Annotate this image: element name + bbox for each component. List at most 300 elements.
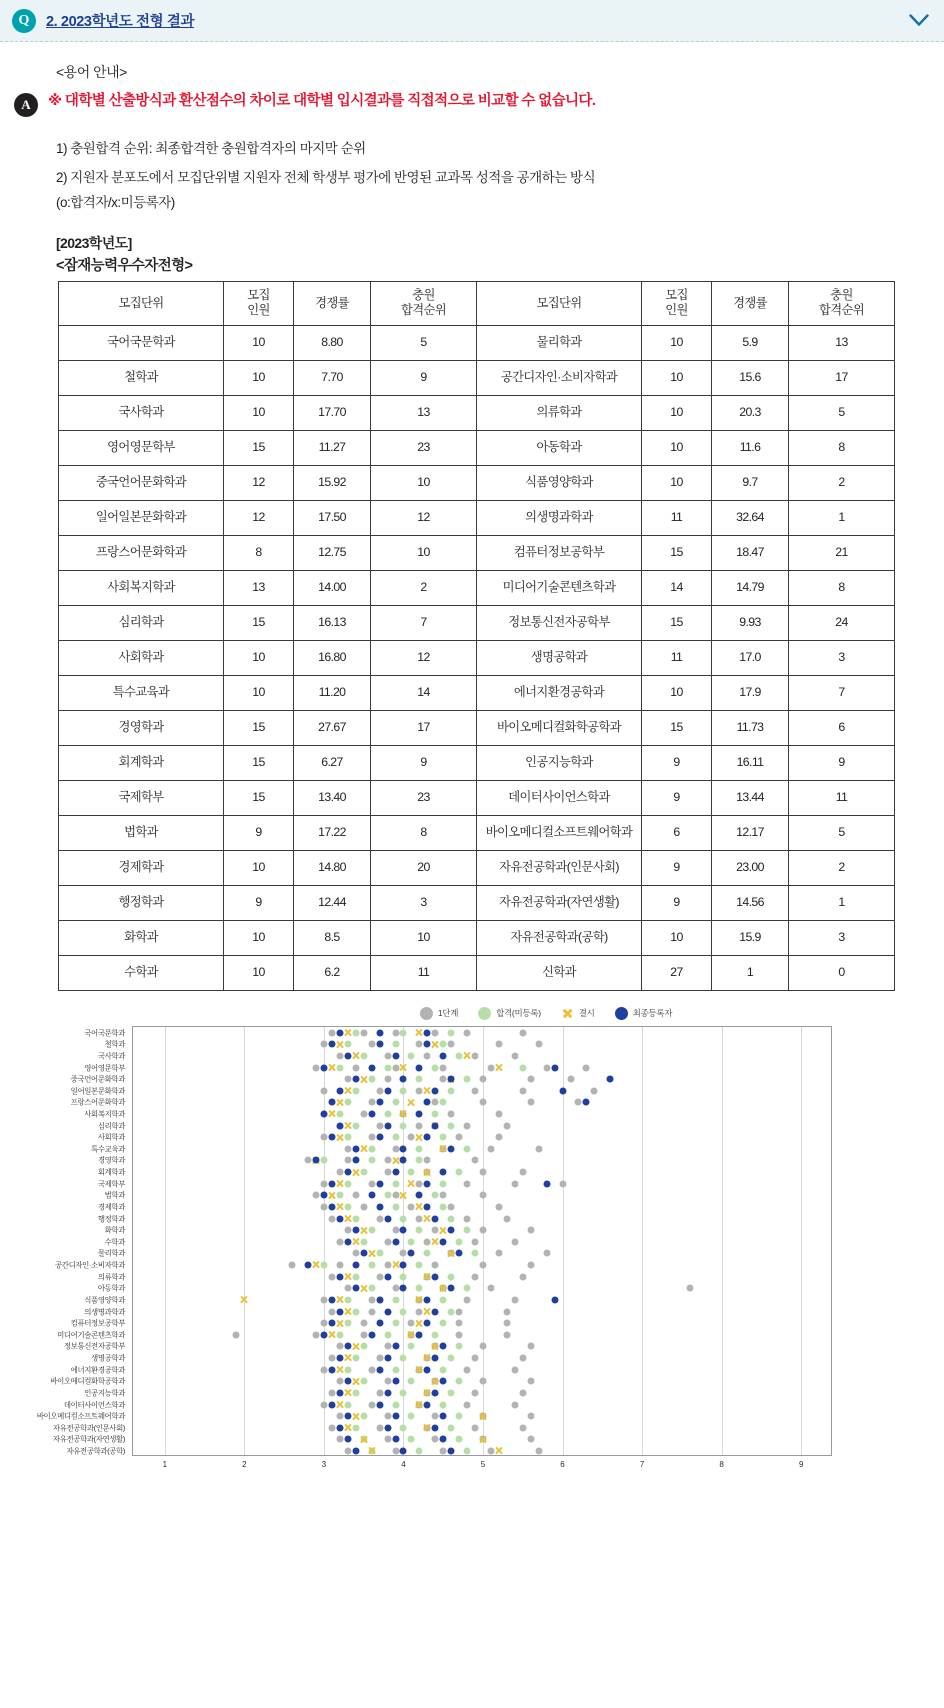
chart-point-absent-x-icon xyxy=(423,1423,432,1432)
cell-right-ratio: 13.44 xyxy=(712,780,789,815)
chart-point-absent-x-icon xyxy=(367,1447,376,1456)
cell-left-ratio: 6.2 xyxy=(294,955,371,990)
chart-point-passed-unregistered xyxy=(360,1413,367,1420)
chart-point-stage1 xyxy=(392,1064,399,1071)
table-row xyxy=(59,605,895,640)
chart-point-passed-unregistered xyxy=(352,1087,359,1094)
chart-point-stage1 xyxy=(487,1145,494,1152)
chart-point-final-registered xyxy=(305,1262,312,1269)
chart-point-absent-x-icon xyxy=(431,1040,440,1049)
chart-point-stage1 xyxy=(392,1227,399,1234)
chart-point-stage1 xyxy=(503,1122,510,1129)
y-axis-category-label: 자유전공학과(인문사회) xyxy=(52,1423,125,1433)
chart-point-passed-unregistered xyxy=(448,1087,455,1094)
chart-point-stage1 xyxy=(464,1215,471,1222)
chart-point-passed-unregistered xyxy=(384,1111,391,1118)
cell-left-rank: 17 xyxy=(371,710,477,745)
cell-left-unit: 사회학과 xyxy=(59,640,224,675)
chart-point-passed-unregistered xyxy=(352,1424,359,1431)
chart-point-stage1 xyxy=(384,1378,391,1385)
chart-point-absent-x-icon xyxy=(423,1272,432,1281)
cell-right-unit: 의생명과학과 xyxy=(477,500,642,535)
chart-point-final-registered xyxy=(424,1041,431,1048)
chart-point-passed-unregistered xyxy=(344,1180,351,1187)
y-axis-category-label: 경영학과 xyxy=(97,1155,125,1165)
chart-point-stage1 xyxy=(328,1029,335,1036)
th-left-quota xyxy=(224,281,294,325)
chart-point-final-registered xyxy=(424,1401,431,1408)
chart-point-stage1 xyxy=(543,1064,550,1071)
chart-point-stage1 xyxy=(336,1169,343,1176)
y-axis-category-label: 행정학과 xyxy=(97,1214,125,1224)
chart-point-stage1 xyxy=(511,1238,518,1245)
chart-point-final-registered xyxy=(312,1157,319,1164)
chart-point-absent-x-icon xyxy=(359,1144,368,1153)
cell-left-ratio: 15.92 xyxy=(294,465,371,500)
y-axis-category-label: 의류학과 xyxy=(97,1272,125,1282)
cell-right-ratio: 5.9 xyxy=(712,325,789,360)
cell-left-rank: 2 xyxy=(371,570,477,605)
cell-right-quota: 9 xyxy=(642,885,712,920)
chart-point-passed-unregistered xyxy=(344,1296,351,1303)
cell-right-quota: 9 xyxy=(642,850,712,885)
chart-point-final-registered xyxy=(352,1448,359,1455)
chart-point-stage1 xyxy=(368,1366,375,1373)
chart-point-stage1 xyxy=(464,1122,471,1129)
table-row xyxy=(59,920,895,955)
chart-point-stage1 xyxy=(480,1378,487,1385)
y-axis-category-label: 인공지능학과 xyxy=(84,1388,125,1398)
chart-point-absent-x-icon xyxy=(359,1284,368,1293)
chart-point-stage1 xyxy=(416,1087,423,1094)
chart-legend xyxy=(134,1007,944,1020)
question-header[interactable] xyxy=(0,0,944,42)
y-axis-category-label: 아동학과 xyxy=(97,1283,125,1293)
chart-point-absent-x-icon xyxy=(479,1412,488,1421)
chart-point-stage1 xyxy=(368,1180,375,1187)
chart-point-absent-x-icon xyxy=(335,1179,344,1188)
chart-point-passed-unregistered xyxy=(456,1436,463,1443)
note-item-2: 2) 지원자 분포도에서 모집단위별 지원자 전체 학생부 평가에 반영된 교과목 성적을 공개하는 방식 xyxy=(56,169,596,185)
chart-point-stage1 xyxy=(511,1366,518,1373)
chart-point-final-registered xyxy=(424,1366,431,1373)
chart-point-passed-unregistered xyxy=(400,1122,407,1129)
cell-left-quota: 12 xyxy=(224,500,294,535)
y-axis-category-label: 물리학과 xyxy=(97,1248,125,1258)
chart-point-passed-unregistered xyxy=(368,1227,375,1234)
chart-point-stage1 xyxy=(472,1355,479,1362)
chart-point-stage1 xyxy=(376,1424,383,1431)
cell-right-quota: 10 xyxy=(642,920,712,955)
answer-badge: A xyxy=(14,93,38,117)
chart-point-passed-unregistered xyxy=(352,1029,359,1036)
chart-point-stage1 xyxy=(495,1111,502,1118)
chart-point-stage1 xyxy=(384,1413,391,1420)
cell-right-quota: 10 xyxy=(642,675,712,710)
chart-point-absent-x-icon xyxy=(335,1098,344,1107)
x-axis-tick: 6 xyxy=(560,1459,565,1469)
x-axis-tick: 9 xyxy=(798,1459,804,1469)
cell-left-unit: 영어영문학부 xyxy=(59,430,224,465)
y-axis-category-label: 심리학과 xyxy=(97,1121,125,1131)
cell-right-ratio: 1 xyxy=(712,955,789,990)
chart-point-stage1 xyxy=(312,1064,319,1071)
chart-point-passed-unregistered xyxy=(416,1076,423,1083)
cell-right-quota: 10 xyxy=(642,360,712,395)
chart-point-final-registered xyxy=(416,1192,423,1199)
chart-point-stage1 xyxy=(336,1436,343,1443)
cell-left-unit: 회계학과 xyxy=(59,745,224,780)
y-axis-category-label: 공간디자인·소비자학과 xyxy=(54,1260,125,1270)
cell-right-unit: 인공지능학과 xyxy=(477,745,642,780)
chart-point-stage1 xyxy=(487,1285,494,1292)
cell-left-rank: 10 xyxy=(371,920,477,955)
y-axis-category-label: 일어일본문화학과 xyxy=(70,1086,125,1096)
chart-point-absent-x-icon xyxy=(423,1354,432,1363)
chart-point-stage1 xyxy=(583,1064,590,1071)
chart-point-passed-unregistered xyxy=(344,1320,351,1327)
cell-left-unit: 철학과 xyxy=(59,360,224,395)
chart-point-passed-unregistered xyxy=(352,1389,359,1396)
table-row xyxy=(59,360,895,395)
chart-point-stage1 xyxy=(424,1157,431,1164)
chart-point-final-registered xyxy=(384,1355,391,1362)
chart-point-stage1 xyxy=(408,1320,415,1327)
chart-point-stage1 xyxy=(511,1052,518,1059)
chart-point-passed-unregistered xyxy=(392,1296,399,1303)
chart-point-stage1 xyxy=(495,1250,502,1257)
chart-point-final-registered xyxy=(559,1087,566,1094)
chart-point-passed-unregistered xyxy=(464,1227,471,1234)
y-axis-category-label: 국제학부 xyxy=(97,1179,125,1189)
table-body xyxy=(59,325,895,990)
cell-right-quota: 11 xyxy=(642,640,712,675)
chart-point-passed-unregistered xyxy=(336,1111,343,1118)
chart-point-stage1 xyxy=(464,1029,471,1036)
y-axis-category-label: 사회복지학과 xyxy=(84,1109,125,1119)
y-axis-category-label: 수학과 xyxy=(104,1237,125,1247)
cell-left-rank: 9 xyxy=(371,745,477,780)
x-axis-tick: 5 xyxy=(480,1459,486,1469)
cell-right-rank: 0 xyxy=(789,955,895,990)
chart-point-final-registered xyxy=(352,1262,359,1269)
chart-point-final-registered xyxy=(400,1448,407,1455)
chart-point-passed-unregistered xyxy=(456,1343,463,1350)
chart-point-absent-x-icon xyxy=(351,1342,360,1351)
x-axis-tick: 1 xyxy=(162,1459,168,1469)
chart-point-final-registered xyxy=(328,1401,335,1408)
chart-point-stage1 xyxy=(376,1355,383,1362)
chart-point-stage1 xyxy=(320,1041,327,1048)
chart-point-final-registered xyxy=(376,1029,383,1036)
chart-point-absent-x-icon xyxy=(423,1168,432,1177)
legend-dot-icon xyxy=(420,1007,433,1020)
chart-point-stage1 xyxy=(432,1262,439,1269)
chart-point-final-registered xyxy=(336,1273,343,1280)
cell-right-rank: 1 xyxy=(789,885,895,920)
chart-point-final-registered xyxy=(376,1134,383,1141)
chart-point-stage1 xyxy=(376,1389,383,1396)
chart-point-stage1 xyxy=(328,1273,335,1280)
chart-point-final-registered xyxy=(376,1296,383,1303)
chart-point-passed-unregistered xyxy=(448,1355,455,1362)
cell-right-unit: 컴퓨터정보공학부 xyxy=(477,535,642,570)
y-axis-category-label: 에너지환경공학과 xyxy=(70,1365,125,1375)
chart-point-stage1 xyxy=(384,1436,391,1443)
cell-left-ratio: 7.70 xyxy=(294,360,371,395)
chart-point-stage1 xyxy=(686,1285,693,1292)
chart-point-final-registered xyxy=(376,1320,383,1327)
chart-point-passed-unregistered xyxy=(448,1273,455,1280)
chart-point-final-registered xyxy=(543,1180,550,1187)
cell-left-rank: 13 xyxy=(371,395,477,430)
chart-point-passed-unregistered xyxy=(456,1413,463,1420)
chart-point-passed-unregistered xyxy=(392,1366,399,1373)
chart-point-stage1 xyxy=(503,1308,510,1315)
chart-point-passed-unregistered xyxy=(376,1250,383,1257)
chart-point-stage1 xyxy=(384,1343,391,1350)
chart-point-passed-unregistered xyxy=(456,1052,463,1059)
chart-point-final-registered xyxy=(440,1378,447,1385)
chart-point-stage1 xyxy=(519,1355,526,1362)
chart-point-final-registered xyxy=(384,1215,391,1222)
chart-point-stage1 xyxy=(392,1029,399,1036)
table-row xyxy=(59,395,895,430)
chart-point-absent-x-icon xyxy=(479,1435,488,1444)
chart-point-stage1 xyxy=(360,1029,367,1036)
cell-left-ratio: 14.00 xyxy=(294,570,371,605)
cell-right-unit: 생명공학과 xyxy=(477,640,642,675)
table-row xyxy=(59,325,895,360)
chart-point-final-registered xyxy=(344,1238,351,1245)
cell-right-rank: 2 xyxy=(789,465,895,500)
cell-right-unit: 신학과 xyxy=(477,955,642,990)
chart-point-stage1 xyxy=(344,1285,351,1292)
chart-point-stage1 xyxy=(495,1203,502,1210)
th-left-ratio: 경쟁률 xyxy=(294,281,371,325)
chart-point-final-registered xyxy=(400,1262,407,1269)
table-row xyxy=(59,955,895,990)
chart-point-absent-x-icon xyxy=(327,1330,336,1339)
chart-point-absent-x-icon xyxy=(439,1284,448,1293)
chart-point-absent-x-icon xyxy=(399,1063,408,1072)
chart-point-stage1 xyxy=(360,1331,367,1338)
chart-point-final-registered xyxy=(328,1366,335,1373)
table-row xyxy=(59,535,895,570)
chart-point-final-registered xyxy=(328,1296,335,1303)
chart-point-final-registered xyxy=(352,1076,359,1083)
x-axis-tick: 8 xyxy=(719,1459,724,1469)
chart-point-passed-unregistered xyxy=(320,1262,327,1269)
cell-right-rank: 5 xyxy=(789,815,895,850)
chart-point-passed-unregistered xyxy=(400,1273,407,1280)
chart-point-absent-x-icon xyxy=(431,1342,440,1351)
chart-point-absent-x-icon xyxy=(407,1330,416,1339)
answer-body xyxy=(0,42,944,1498)
cell-left-rank: 10 xyxy=(371,465,477,500)
chart-point-stage1 xyxy=(448,1041,455,1048)
chart-point-final-registered xyxy=(583,1099,590,1106)
chart-point-stage1 xyxy=(519,1389,526,1396)
table-row xyxy=(59,465,895,500)
chart-point-stage1 xyxy=(440,1076,447,1083)
chart-point-passed-unregistered xyxy=(400,1424,407,1431)
cell-left-quota: 9 xyxy=(224,815,294,850)
chart-point-passed-unregistered xyxy=(392,1180,399,1187)
chart-point-stage1 xyxy=(535,1448,542,1455)
chart-point-final-registered xyxy=(344,1343,351,1350)
chart-point-stage1 xyxy=(440,1192,447,1199)
chart-point-stage1 xyxy=(464,1296,471,1303)
chart-point-stage1 xyxy=(440,1064,447,1071)
cell-left-quota: 10 xyxy=(224,850,294,885)
y-axis-category-label: 정보통신전자공학부 xyxy=(63,1341,125,1351)
chart-point-absent-x-icon xyxy=(431,1237,440,1246)
th-left-rank-l1: 충원 xyxy=(412,287,435,302)
chart-point-stage1 xyxy=(472,1087,479,1094)
chevron-down-icon[interactable] xyxy=(908,10,930,32)
chart-point-stage1 xyxy=(480,1076,487,1083)
chart-point-stage1 xyxy=(376,1087,383,1094)
chart-point-passed-unregistered xyxy=(432,1111,439,1118)
chart-point-final-registered xyxy=(336,1029,343,1036)
th-right-quota-l2: 인원 xyxy=(665,303,688,318)
chart-point-passed-unregistered xyxy=(344,1134,351,1141)
chart-point-absent-x-icon xyxy=(335,1295,344,1304)
chart-point-passed-unregistered xyxy=(448,1029,455,1036)
chart-point-final-registered xyxy=(448,1227,455,1234)
chart-point-stage1 xyxy=(336,1262,343,1269)
chart-point-stage1 xyxy=(416,1180,423,1187)
chart-point-stage1 xyxy=(368,1099,375,1106)
chart-point-stage1 xyxy=(392,1192,399,1199)
chart-point-stage1 xyxy=(344,1448,351,1455)
chart-point-passed-unregistered xyxy=(400,1029,407,1036)
legend-x-icon xyxy=(561,1007,574,1020)
chart-point-final-registered xyxy=(392,1413,399,1420)
chart-point-passed-unregistered xyxy=(408,1413,415,1420)
applicant-distribution-chart xyxy=(14,991,944,1498)
cell-right-quota: 10 xyxy=(642,430,712,465)
th-left-unit: 모집단위 xyxy=(59,281,224,325)
chart-point-absent-x-icon xyxy=(351,1377,360,1386)
th-right-rank xyxy=(789,281,895,325)
chart-point-passed-unregistered xyxy=(400,1308,407,1315)
legend-item xyxy=(420,1007,458,1020)
cell-left-quota: 15 xyxy=(224,745,294,780)
th-right-rank-l1: 충원 xyxy=(830,287,853,302)
th-left-quota-l2: 인원 xyxy=(247,303,270,318)
cell-right-rank: 2 xyxy=(789,850,895,885)
cell-right-rank: 6 xyxy=(789,710,895,745)
cell-left-unit: 중국언어문화학과 xyxy=(59,465,224,500)
chart-point-absent-x-icon xyxy=(343,1272,352,1281)
th-left-rank xyxy=(371,281,477,325)
chart-point-final-registered xyxy=(368,1192,375,1199)
chart-point-absent-x-icon xyxy=(343,1307,352,1316)
chart-point-absent-x-icon xyxy=(407,1098,416,1107)
chart-point-stage1 xyxy=(320,1087,327,1094)
chart-point-passed-unregistered xyxy=(392,1401,399,1408)
chart-point-stage1 xyxy=(456,1134,463,1141)
chart-point-passed-unregistered xyxy=(440,1041,447,1048)
chart-point-passed-unregistered xyxy=(408,1343,415,1350)
page-title[interactable]: 2. 2023학년도 전형 결과 xyxy=(46,14,195,30)
chart-point-final-registered xyxy=(336,1424,343,1431)
chart-point-absent-x-icon xyxy=(407,1179,416,1188)
y-axis-category-label: 회계학과 xyxy=(97,1167,125,1177)
chart-point-final-registered xyxy=(352,1145,359,1152)
cell-left-quota: 10 xyxy=(224,360,294,395)
cell-left-unit: 경제학과 xyxy=(59,850,224,885)
table-row xyxy=(59,430,895,465)
cell-right-rank: 3 xyxy=(789,640,895,675)
chart-point-stage1 xyxy=(472,1389,479,1396)
chart-point-passed-unregistered xyxy=(416,1262,423,1269)
chart-point-stage1 xyxy=(320,1203,327,1210)
chart-point-passed-unregistered xyxy=(400,1215,407,1222)
chart-point-final-registered xyxy=(336,1122,343,1129)
cell-left-unit: 국사학과 xyxy=(59,395,224,430)
chart-point-final-registered xyxy=(384,1122,391,1129)
chart-point-stage1 xyxy=(368,1296,375,1303)
chart-point-passed-unregistered xyxy=(392,1134,399,1141)
chart-point-stage1 xyxy=(344,1145,351,1152)
cell-left-unit: 수학과 xyxy=(59,955,224,990)
y-axis-category-label: 사회학과 xyxy=(97,1132,125,1142)
chart-point-final-registered xyxy=(344,1413,351,1420)
chart-point-passed-unregistered xyxy=(440,1180,447,1187)
admission-results-table xyxy=(58,281,895,991)
table-row xyxy=(59,885,895,920)
legend-label: 1단계 xyxy=(437,1008,459,1019)
chart-point-absent-x-icon xyxy=(399,1191,408,1200)
chart-point-final-registered xyxy=(440,1238,447,1245)
chart-point-passed-unregistered xyxy=(440,1296,447,1303)
chart-point-final-registered xyxy=(424,1134,431,1141)
chart-point-absent-x-icon xyxy=(391,1261,400,1270)
chart-point-passed-unregistered xyxy=(416,1285,423,1292)
chart-point-passed-unregistered xyxy=(416,1145,423,1152)
chart-point-stage1 xyxy=(424,1052,431,1059)
chart-point-stage1 xyxy=(233,1331,240,1338)
chart-point-final-registered xyxy=(432,1215,439,1222)
cell-left-rank: 5 xyxy=(371,325,477,360)
y-axis-category-label: 식품영양학과 xyxy=(84,1295,125,1305)
chart-point-stage1 xyxy=(336,1413,343,1420)
chart-point-stage1 xyxy=(487,1064,494,1071)
cell-right-ratio: 20.3 xyxy=(712,395,789,430)
chart-point-final-registered xyxy=(384,1087,391,1094)
x-axis-tick: 2 xyxy=(242,1459,247,1469)
chart-point-stage1 xyxy=(519,1273,526,1280)
chart-point-passed-unregistered xyxy=(408,1436,415,1443)
chart-point-absent-x-icon xyxy=(423,1388,432,1397)
chart-point-stage1 xyxy=(448,1203,455,1210)
chart-vgrid xyxy=(722,1027,723,1455)
chart-point-passed-unregistered xyxy=(360,1169,367,1176)
chart-point-passed-unregistered xyxy=(360,1238,367,1245)
x-axis-tick: 3 xyxy=(321,1459,327,1469)
chart-point-final-registered xyxy=(376,1041,383,1048)
chart-point-final-registered xyxy=(336,1087,343,1094)
chart-point-stage1 xyxy=(527,1099,534,1106)
chart-point-stage1 xyxy=(432,1436,439,1443)
chart-point-passed-unregistered xyxy=(464,1285,471,1292)
chart-point-stage1 xyxy=(567,1076,574,1083)
chart-point-final-registered xyxy=(400,1227,407,1234)
chart-point-stage1 xyxy=(384,1157,391,1164)
